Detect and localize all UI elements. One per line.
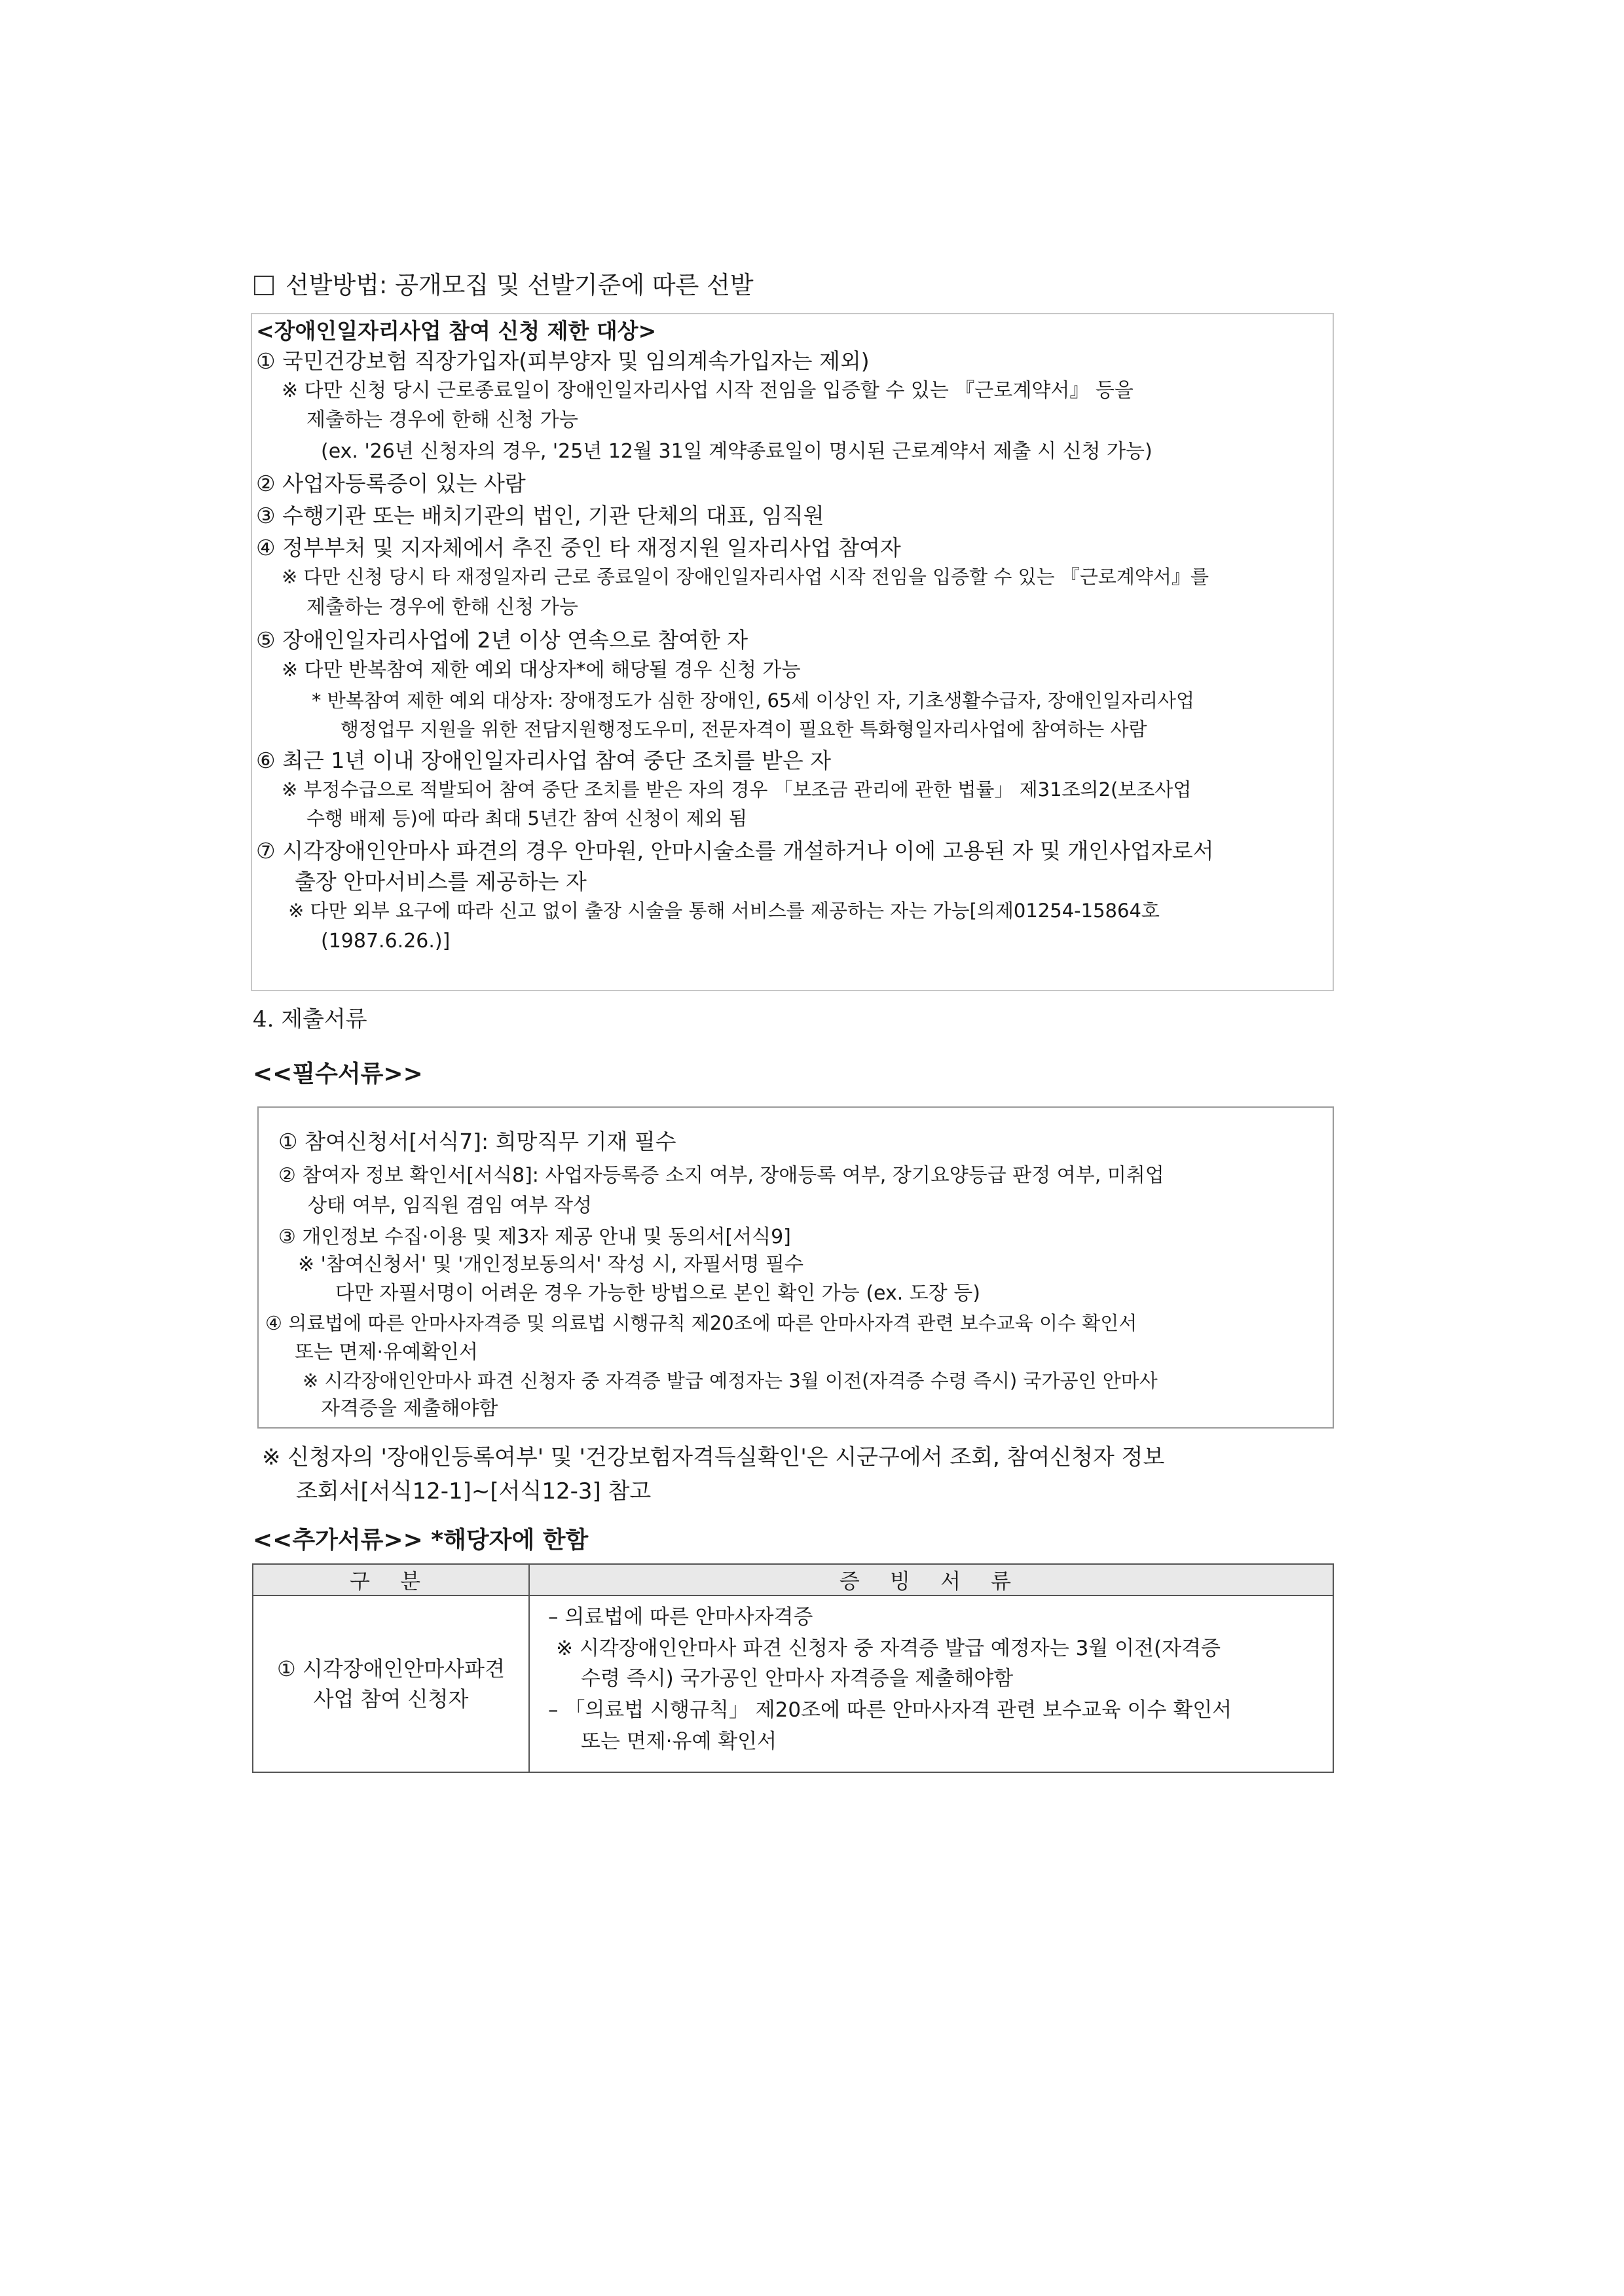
required-line: ③ 개인정보 수집·이용 및 제3자 제공 안내 및 동의서[서식9] (278, 1226, 791, 1248)
restriction-line: 행정업무 지원을 위한 전담지원행정도우미, 전문자격이 필요한 특화형일자리사업에 참여하는 사람 (341, 718, 1147, 740)
restriction-line: ① 국민건강보험 직장가입자(피부양자 및 임의계속가입자는 제외) (256, 348, 870, 374)
table-header-category: 구 분 (253, 1564, 529, 1595)
restriction-line: (ex. '26년 신청자의 경우, '25년 12월 31일 계약종료일이 명시된 근로계약서 제출 시 신청 가능) (321, 440, 1153, 463)
checkbox-icon (254, 276, 274, 295)
category-cell (253, 1595, 529, 1772)
required-line: ※ '참여신청서' 및 '개인정보동의서' 작성 시, 자필서명 필수 (298, 1253, 803, 1276)
restriction-line: 제출하는 경우에 한해 신청 가능 (306, 409, 578, 431)
category-line: ① 시각장애인안마사파견 (277, 1656, 505, 1681)
required-line: ※ 시각장애인안마사 파견 신청자 중 자격증 발급 예정자는 3월 이전(자격증 수령 즉시) 국가공인 안마사 (303, 1370, 1158, 1392)
required-line: 자격증을 제출해야함 (321, 1397, 498, 1420)
restriction-line: ※ 다만 신청 당시 타 재정일자리 근로 종료일이 장애인일자리사업 시작 전임을 입증할 수 있는 『근로계약서』를 (282, 566, 1209, 588)
note-line: 조회서[서식12-1]~[서식12-3] 참고 (296, 1478, 652, 1504)
restriction-line: 제출하는 경우에 한해 신청 가능 (306, 596, 578, 619)
restriction-line: ※ 다만 신청 당시 근로종료일이 장애인일자리사업 시작 전임을 입증할 수 있는 『근로계약서』 등을 (282, 379, 1134, 402)
section-title: 4. 제출서류 (253, 1006, 367, 1032)
required-line: 다만 자필서명이 어려운 경우 가능한 방법으로 본인 확인 가능 (ex. 도장 등) (335, 1282, 980, 1305)
doc-line: 수령 즉시) 국가공인 안마사 자격증을 제출해야함 (581, 1667, 1014, 1690)
required-line: 또는 면제·유예확인서 (295, 1341, 478, 1364)
required-docs-title: <<필수서류>> (253, 1061, 423, 1087)
table-header-row (253, 1564, 1333, 1595)
restriction-line: ⑤ 장애인일자리사업에 2년 이상 연속으로 참여한 자 (256, 627, 748, 653)
doc-line: ※ 시각장애인안마사 파견 신청자 중 자격증 발급 예정자는 3월 이전(자격증 (556, 1637, 1221, 1660)
heading-text: 선발방법: 공개모집 및 선발기준에 따른 선발 (286, 271, 754, 299)
restriction-line: (1987.6.26.)] (321, 930, 451, 953)
restriction-line: 출장 안마서비스를 제공하는 자 (295, 869, 587, 894)
restriction-line: ⑦ 시각장애인안마사 파견의 경우 안마원, 안마시술소를 개설하거나 이에 고용된 자 및 개인사업자로서 (256, 838, 1214, 864)
required-line: ④ 의료법에 따른 안마사자격증 및 의료법 시행규칙 제20조에 따른 안마사자격 관련 보수교육 이수 확인서 (265, 1312, 1137, 1334)
restriction-line: 수행 배제 등)에 따라 최대 5년간 참여 신청이 제외 됨 (306, 807, 748, 829)
additional-docs-title: <<추가서류>> *해당자에 한함 (253, 1527, 589, 1554)
table-row (253, 1595, 1333, 1772)
restriction-line: ④ 정부부처 및 지자체에서 추진 중인 타 재정지원 일자리사업 참여자 (256, 535, 901, 560)
doc-line: – 「의료법 시행규칙」 제20조에 따른 안마사자격 관련 보수교육 이수 확인서 (548, 1698, 1232, 1722)
restriction-line: ※ 다만 반복참여 제한 예외 대상자*에 해당될 경우 신청 가능 (282, 659, 801, 682)
restriction-line: * 반복참여 제한 예외 대상자: 장애정도가 심한 장애인, 65세 이상인 자, 기초생활수급자, 장애인일자리사업 (312, 689, 1195, 712)
table-header-documents: 증 빙 서 류 (529, 1564, 1333, 1595)
note-line: ※ 신청자의 '장애인등록여부' 및 '건강보험자격득실확인'은 시군구에서 조회, 참여신청자 정보 (262, 1444, 1165, 1470)
documents-cell (529, 1595, 1333, 1772)
restriction-line: ※ 부정수급으로 적발되어 참여 중단 조치를 받은 자의 경우 「보조금 관리에 관한 법률」 제31조의2(보조사업 (282, 778, 1192, 801)
selection-method-heading (254, 270, 754, 301)
restriction-line: ※ 다만 외부 요구에 따라 신고 없이 출장 시술을 통해 서비스를 제공하는 자는 가능[의제01254-15864호 (288, 900, 1160, 922)
doc-line: – 의료법에 따른 안마사자격증 (548, 1605, 813, 1629)
additional-docs-table (252, 1563, 1334, 1773)
restriction-line: ② 사업자등록증이 있는 사람 (256, 471, 526, 496)
restriction-title: <장애인일자리사업 참여 신청 제한 대상> (256, 318, 657, 344)
required-line: ① 참여신청서[서식7]: 희망직무 기재 필수 (278, 1129, 676, 1154)
required-line: 상태 여부, 임직원 겸임 여부 작성 (308, 1194, 592, 1217)
restriction-line: ⑥ 최근 1년 이내 장애인일자리사업 참여 중단 조치를 받은 자 (256, 748, 832, 773)
required-line: ② 참여자 정보 확인서[서식8]: 사업자등록증 소지 여부, 장애등록 여부, 장기요양등급 판정 여부, 미취업 (278, 1164, 1164, 1187)
category-line: 사업 참여 신청자 (313, 1686, 469, 1711)
doc-line: 또는 면제·유예 확인서 (581, 1730, 777, 1753)
restriction-line: ③ 수행기관 또는 배치기관의 법인, 기관 단체의 대표, 임직원 (256, 503, 824, 528)
